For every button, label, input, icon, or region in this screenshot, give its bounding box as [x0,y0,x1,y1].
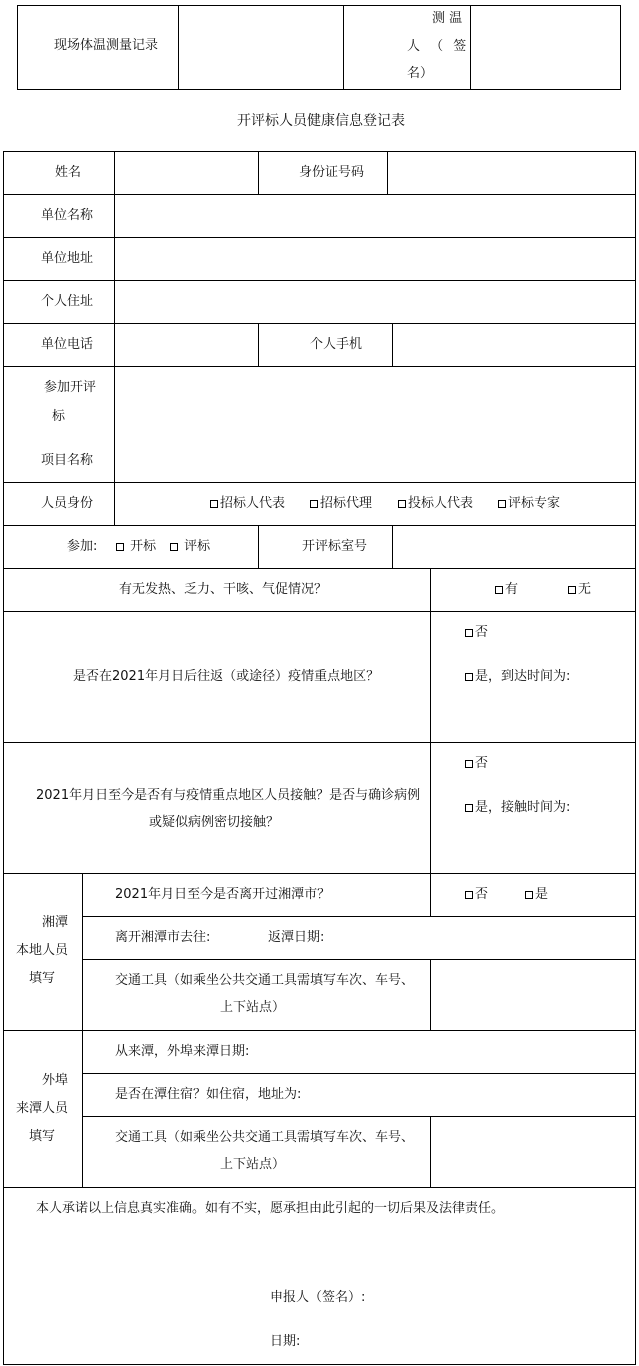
outside-section-label-line2: 来潭人员 [16,1101,69,1116]
measurer-signature-input[interactable] [472,7,619,88]
checkbox-icon [568,586,576,594]
checkbox-icon [398,500,406,508]
identity-option-agent[interactable]: 招标代理 [310,496,372,512]
checkbox-icon [465,804,473,812]
checkbox-icon [465,629,473,637]
temp-record-input[interactable] [180,7,342,88]
outside-transport-line1: 交通工具（如乘坐公共交通工具需填写车次、车号、 [115,1130,415,1145]
outside-transport-line2: 上下站点） [220,1157,286,1172]
question-travel: 是否在2021年月日后往返（或途径）疫情重点地区？ [73,669,380,684]
checkbox-icon [495,586,503,594]
checkbox-icon [116,543,124,551]
contact-yes-option[interactable]: 是，接触时间为: [465,800,570,816]
travel-yes-option[interactable]: 是，到达时间为: [465,669,570,685]
travel-no-option[interactable]: 否 [465,625,488,641]
sign-date-input[interactable] [310,1328,610,1356]
local-section-label-line2: 本地人员 [16,943,69,958]
room-number-input[interactable] [394,527,634,567]
room-number-label: 开评标室号 [302,539,368,554]
identity-option-expert[interactable]: 评标专家 [498,496,560,512]
temp-record-label: 现场体温测量记录 [54,38,159,53]
local-transport-input[interactable] [432,961,634,1029]
home-address-input[interactable] [116,282,634,322]
outside-section-label-line1: 外埠 [42,1073,69,1088]
checkbox-icon [210,500,218,508]
question-contact-line1: 2021年月日至今是否有与疫情重点地区人员接触？是否与确诊病例 [36,788,421,803]
left-destination-label: 离开湘潭市去往: [115,930,211,945]
pledge-statement: 本人承诺以上信息真实准确。如有不实，愿承担由此引起的一切后果及法律责任。 [36,1201,505,1216]
outside-transport-input[interactable] [432,1118,634,1186]
question-left-city: 2021年月日至今是否离开过湘潭市？ [115,887,331,902]
measurer-label-line3: 名） [407,66,434,81]
signer-label: 申报人（签名）: [270,1290,366,1305]
measurer-label-line1: 测 温 [432,11,463,26]
name-label: 姓名 [55,165,82,180]
project-name-input[interactable] [116,368,634,481]
question-contact-line2: 或疑似病例密切接触？ [149,815,280,830]
unit-address-label: 单位地址 [41,251,94,266]
unit-phone-input[interactable] [116,325,257,365]
id-number-input[interactable] [389,153,634,193]
unit-name-label: 单位名称 [41,208,94,223]
left-no-option[interactable]: 否 [465,887,488,903]
checkbox-icon [498,500,506,508]
local-transport-line1: 交通工具（如乘坐公共交通工具需填写车次、车号、 [115,973,415,988]
page-title: 开评标人员健康信息登记表 [237,113,405,129]
project-label-line1: 参加开评 [44,380,97,395]
home-address-label: 个人住址 [41,294,94,309]
outside-section-label-line3: 填写 [29,1129,56,1144]
checkbox-icon [465,760,473,768]
fever-no-option[interactable]: 无 [568,582,591,598]
identity-option-bidder[interactable]: 投标人代表 [398,496,473,512]
checkbox-icon [465,891,473,899]
arrival-from-label: 从来潭，外埠来潭日期: [115,1044,250,1059]
unit-phone-label: 单位电话 [41,337,94,352]
checkbox-icon [465,673,473,681]
unit-address-input[interactable] [116,239,634,279]
checkbox-icon [525,891,533,899]
mobile-input[interactable] [394,325,634,365]
fever-yes-option[interactable]: 有 [495,582,518,598]
name-input[interactable] [116,153,257,193]
sign-date-label: 日期: [270,1334,301,1349]
attend-option-opening[interactable]: 开标 [116,539,156,555]
local-section-label-line3: 填写 [29,971,56,986]
id-number-label: 身份证号码 [299,165,365,180]
lodging-label: 是否在潭住宿？如住宿，地址为: [115,1087,302,1102]
contact-no-option[interactable]: 否 [465,756,488,772]
project-label-line2: 标 [52,409,66,424]
signer-signature-input[interactable] [380,1284,620,1312]
mobile-label: 个人手机 [310,337,363,352]
identity-option-tenderer[interactable]: 招标人代表 [210,496,285,512]
checkbox-icon [310,500,318,508]
unit-name-input[interactable] [116,196,634,236]
attend-label: 参加: [67,539,98,554]
return-date-label: 返潭日期: [268,930,325,945]
measurer-label-line2: 人 （ 签 [407,39,470,54]
attend-option-evaluation[interactable]: 评标 [170,539,210,555]
left-yes-option[interactable]: 是 [525,887,548,903]
project-label-line3: 项目名称 [41,453,94,468]
local-transport-line2: 上下站点） [220,1000,286,1015]
identity-label: 人员身份 [41,496,94,511]
question-fever: 有无发热、乏力、干咳、气促情况？ [119,582,328,597]
checkbox-icon [170,543,178,551]
local-section-label-line1: 湘潭 [42,915,69,930]
